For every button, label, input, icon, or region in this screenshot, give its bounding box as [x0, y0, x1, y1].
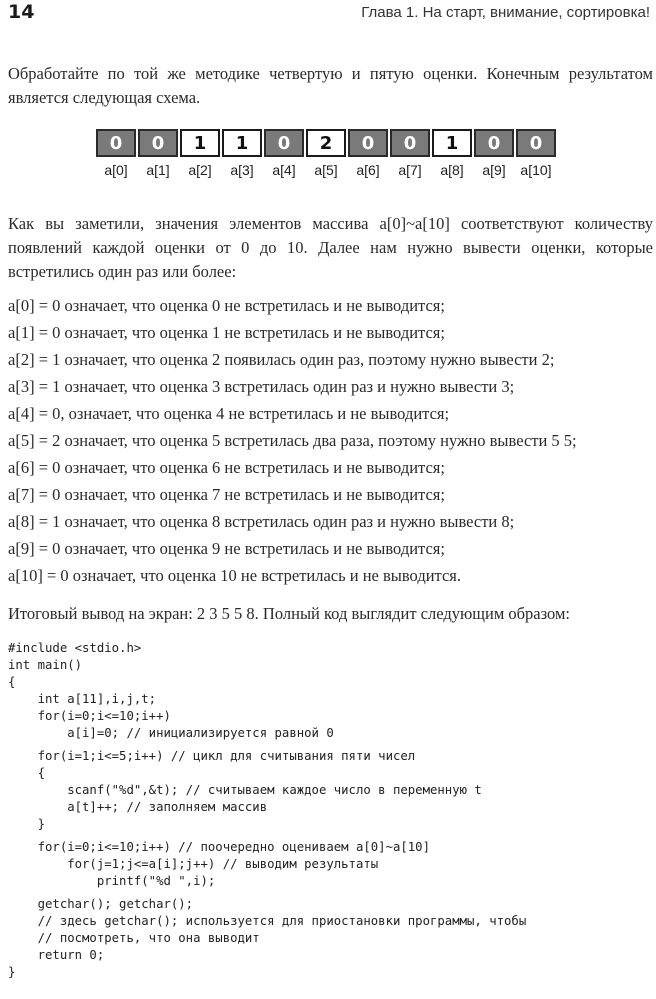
code-line: for(i=0;i<=10;i++): [8, 709, 171, 723]
code-line: scanf("%d",&t); // считываем каждое число в переменную t: [8, 783, 482, 797]
code-line: a[t]++; // заполняем массив: [8, 800, 268, 814]
array-cell: 0: [348, 129, 388, 157]
array-index-label: a[2]: [188, 162, 212, 178]
code-line: int a[11],i,j,t;: [8, 692, 157, 706]
array-index-label: a[1]: [146, 162, 170, 178]
list-item: a[9] = 0 означает, что оценка 9 не встретилась и не выводится;: [8, 539, 445, 558]
list-item: a[10] = 0 означает, что оценка 10 не встретилась и не выводится.: [8, 566, 462, 585]
code-listing: [8, 640, 648, 981]
array-index-label: a[0]: [104, 162, 128, 178]
code-line: a[i]=0; // инициализируется равной 0: [8, 726, 334, 740]
list-item: a[4] = 0, означает, что оценка 4 не встретилась и не выводится;: [8, 404, 450, 423]
code-line: }: [8, 817, 46, 831]
code-line: for(i=1;i<=5;i++) // цикл для считывания пяти чисел: [8, 749, 416, 763]
list-item: a[1] = 0 означает, что оценка 1 не встретилась и не выводится;: [8, 323, 445, 342]
code-line: for(i=0;i<=10;i++) // поочередно оцениваем a[0]~a[10]: [8, 840, 430, 854]
code-line: getchar(); getchar();: [8, 897, 194, 911]
list-item: a[7] = 0 означает, что оценка 7 не встретилась и не выводится;: [8, 485, 445, 504]
array-cell: 0: [390, 129, 430, 157]
array-figure: [96, 129, 558, 185]
array-index-label: a[8]: [440, 162, 464, 178]
page-header: [0, 0, 656, 28]
code-line: }: [8, 965, 16, 979]
code-line: return 0;: [8, 948, 105, 962]
code-line: for(j=1;j<=a[i];j++) // выводим результаты: [8, 857, 379, 871]
array-cell: 1: [432, 129, 472, 157]
code-line: int main(): [8, 658, 83, 672]
code-line: // здесь getchar(); используется для приостановки программы, чтобы: [8, 914, 527, 928]
element-list: [8, 292, 656, 589]
array-indices: [96, 162, 558, 178]
array-cell: 0: [474, 129, 514, 157]
list-item: a[0] = 0 означает, что оценка 0 не встретилась и не выводится;: [8, 296, 445, 315]
array-cell: 1: [222, 129, 262, 157]
list-item: a[5] = 2 означает, что оценка 5 встретилась два раза, поэтому нужно вывести 5 5;: [8, 431, 577, 450]
code-line: {: [8, 766, 46, 780]
array-index-label: a[3]: [230, 162, 254, 178]
explanation-paragraph: Как вы заметили, значения элементов массива a[0]~a[10] соответствуют количеству появлений каждой оценки от 0 до 10. Далее нам нужно вывести оценки, которые встретились один раз или более:: [8, 214, 653, 281]
code-line: printf("%d ",i);: [8, 874, 216, 888]
array-cell: 1: [180, 129, 220, 157]
code-line: // посмотреть, что она выводит: [8, 931, 260, 945]
intro-paragraph: Обработайте по той же методике четвертую и пятую оценки. Конечным результатом является следующая схема.: [8, 64, 653, 107]
list-item: a[2] = 1 означает, что оценка 2 появилась один раз, поэтому нужно вывести 2;: [8, 350, 555, 369]
array-cells: [96, 129, 558, 157]
array-cell: 0: [138, 129, 178, 157]
page-number: 14: [8, 1, 35, 23]
array-index-label: a[4]: [272, 162, 296, 178]
chapter-title: Глава 1. На старт, внимание, сортировка!: [361, 4, 650, 21]
list-item: a[3] = 1 означает, что оценка 3 встретилась один раз и нужно вывести 3;: [8, 377, 515, 396]
list-item: a[6] = 0 означает, что оценка 6 не встретилась и не выводится;: [8, 458, 445, 477]
array-cell: 0: [516, 129, 556, 157]
array-index-label: a[5]: [314, 162, 338, 178]
code-line: #include <stdio.h>: [8, 641, 142, 655]
array-index-label: a[7]: [398, 162, 422, 178]
code-line: {: [8, 675, 16, 689]
array-index-label: a[6]: [356, 162, 380, 178]
summary-paragraph: Итоговый вывод на экран: 2 3 5 5 8. Полный код выглядит следующим образом:: [8, 604, 570, 623]
array-cell: 2: [306, 129, 346, 157]
array-index-label: a[9]: [482, 162, 506, 178]
array-index-label: a[10]: [520, 162, 552, 178]
array-cell: 0: [264, 129, 304, 157]
array-cell: 0: [96, 129, 136, 157]
list-item: a[8] = 1 означает, что оценка 8 встретилась один раз и нужно вывести 8;: [8, 512, 515, 531]
